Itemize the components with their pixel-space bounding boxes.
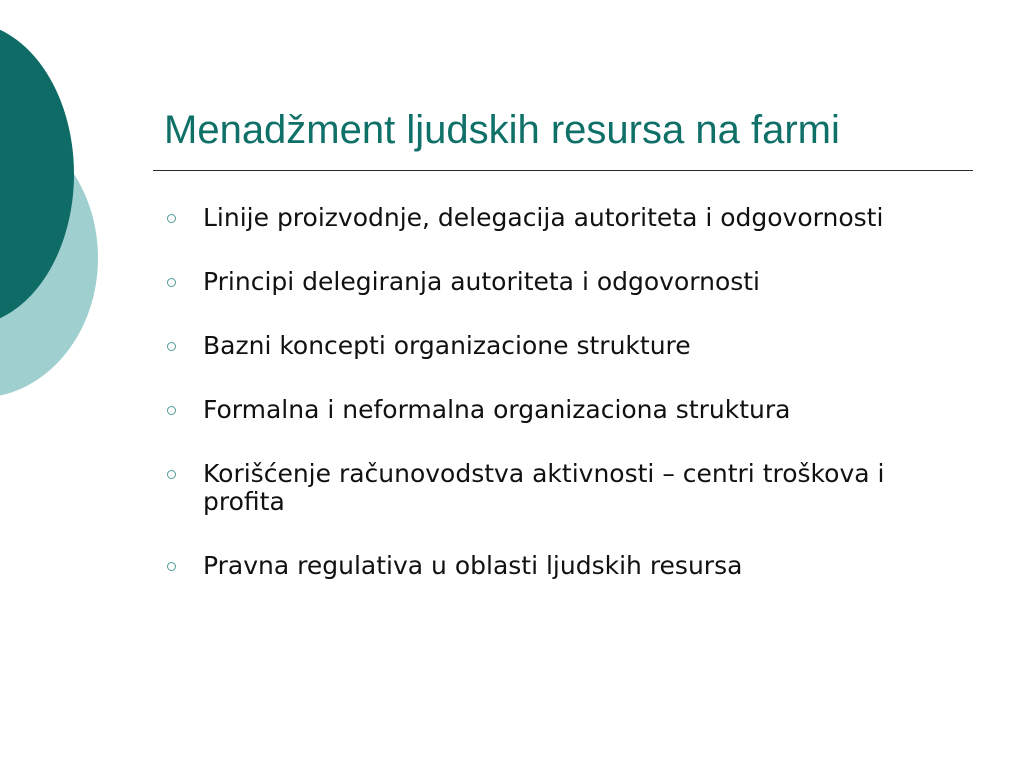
hollow-circle-bullet-icon	[167, 342, 176, 351]
bullet-text: Formalna i neformalna organizaciona struktura	[203, 395, 791, 424]
bullet-text: Bazni koncepti organizacione strukture	[203, 331, 691, 360]
bullet-text: Pravna regulativa u oblasti ljudskih resursa	[203, 551, 743, 580]
slide-title: Menadžment ljudskih resursa na farmi	[164, 108, 840, 152]
bullet-text: Korišćenje računovodstva aktivnosti – centri troškova i profita	[203, 459, 885, 516]
hollow-circle-bullet-icon	[167, 470, 176, 479]
hollow-circle-bullet-icon	[167, 278, 176, 287]
bullet-item	[164, 460, 964, 516]
bullet-list	[164, 204, 964, 616]
title-divider	[153, 170, 973, 171]
bullet-item	[164, 332, 964, 360]
hollow-circle-bullet-icon	[167, 562, 176, 571]
bullet-text: Linije proizvodnje, delegacija autoriteta i odgovornosti	[203, 203, 884, 232]
bullet-item	[164, 204, 964, 232]
bullet-item	[164, 396, 964, 424]
bullet-item	[164, 552, 964, 580]
bullet-item	[164, 268, 964, 296]
bullet-text: Principi delegiranja autoriteta i odgovornosti	[203, 267, 761, 296]
hollow-circle-bullet-icon	[167, 214, 176, 223]
hollow-circle-bullet-icon	[167, 406, 176, 415]
